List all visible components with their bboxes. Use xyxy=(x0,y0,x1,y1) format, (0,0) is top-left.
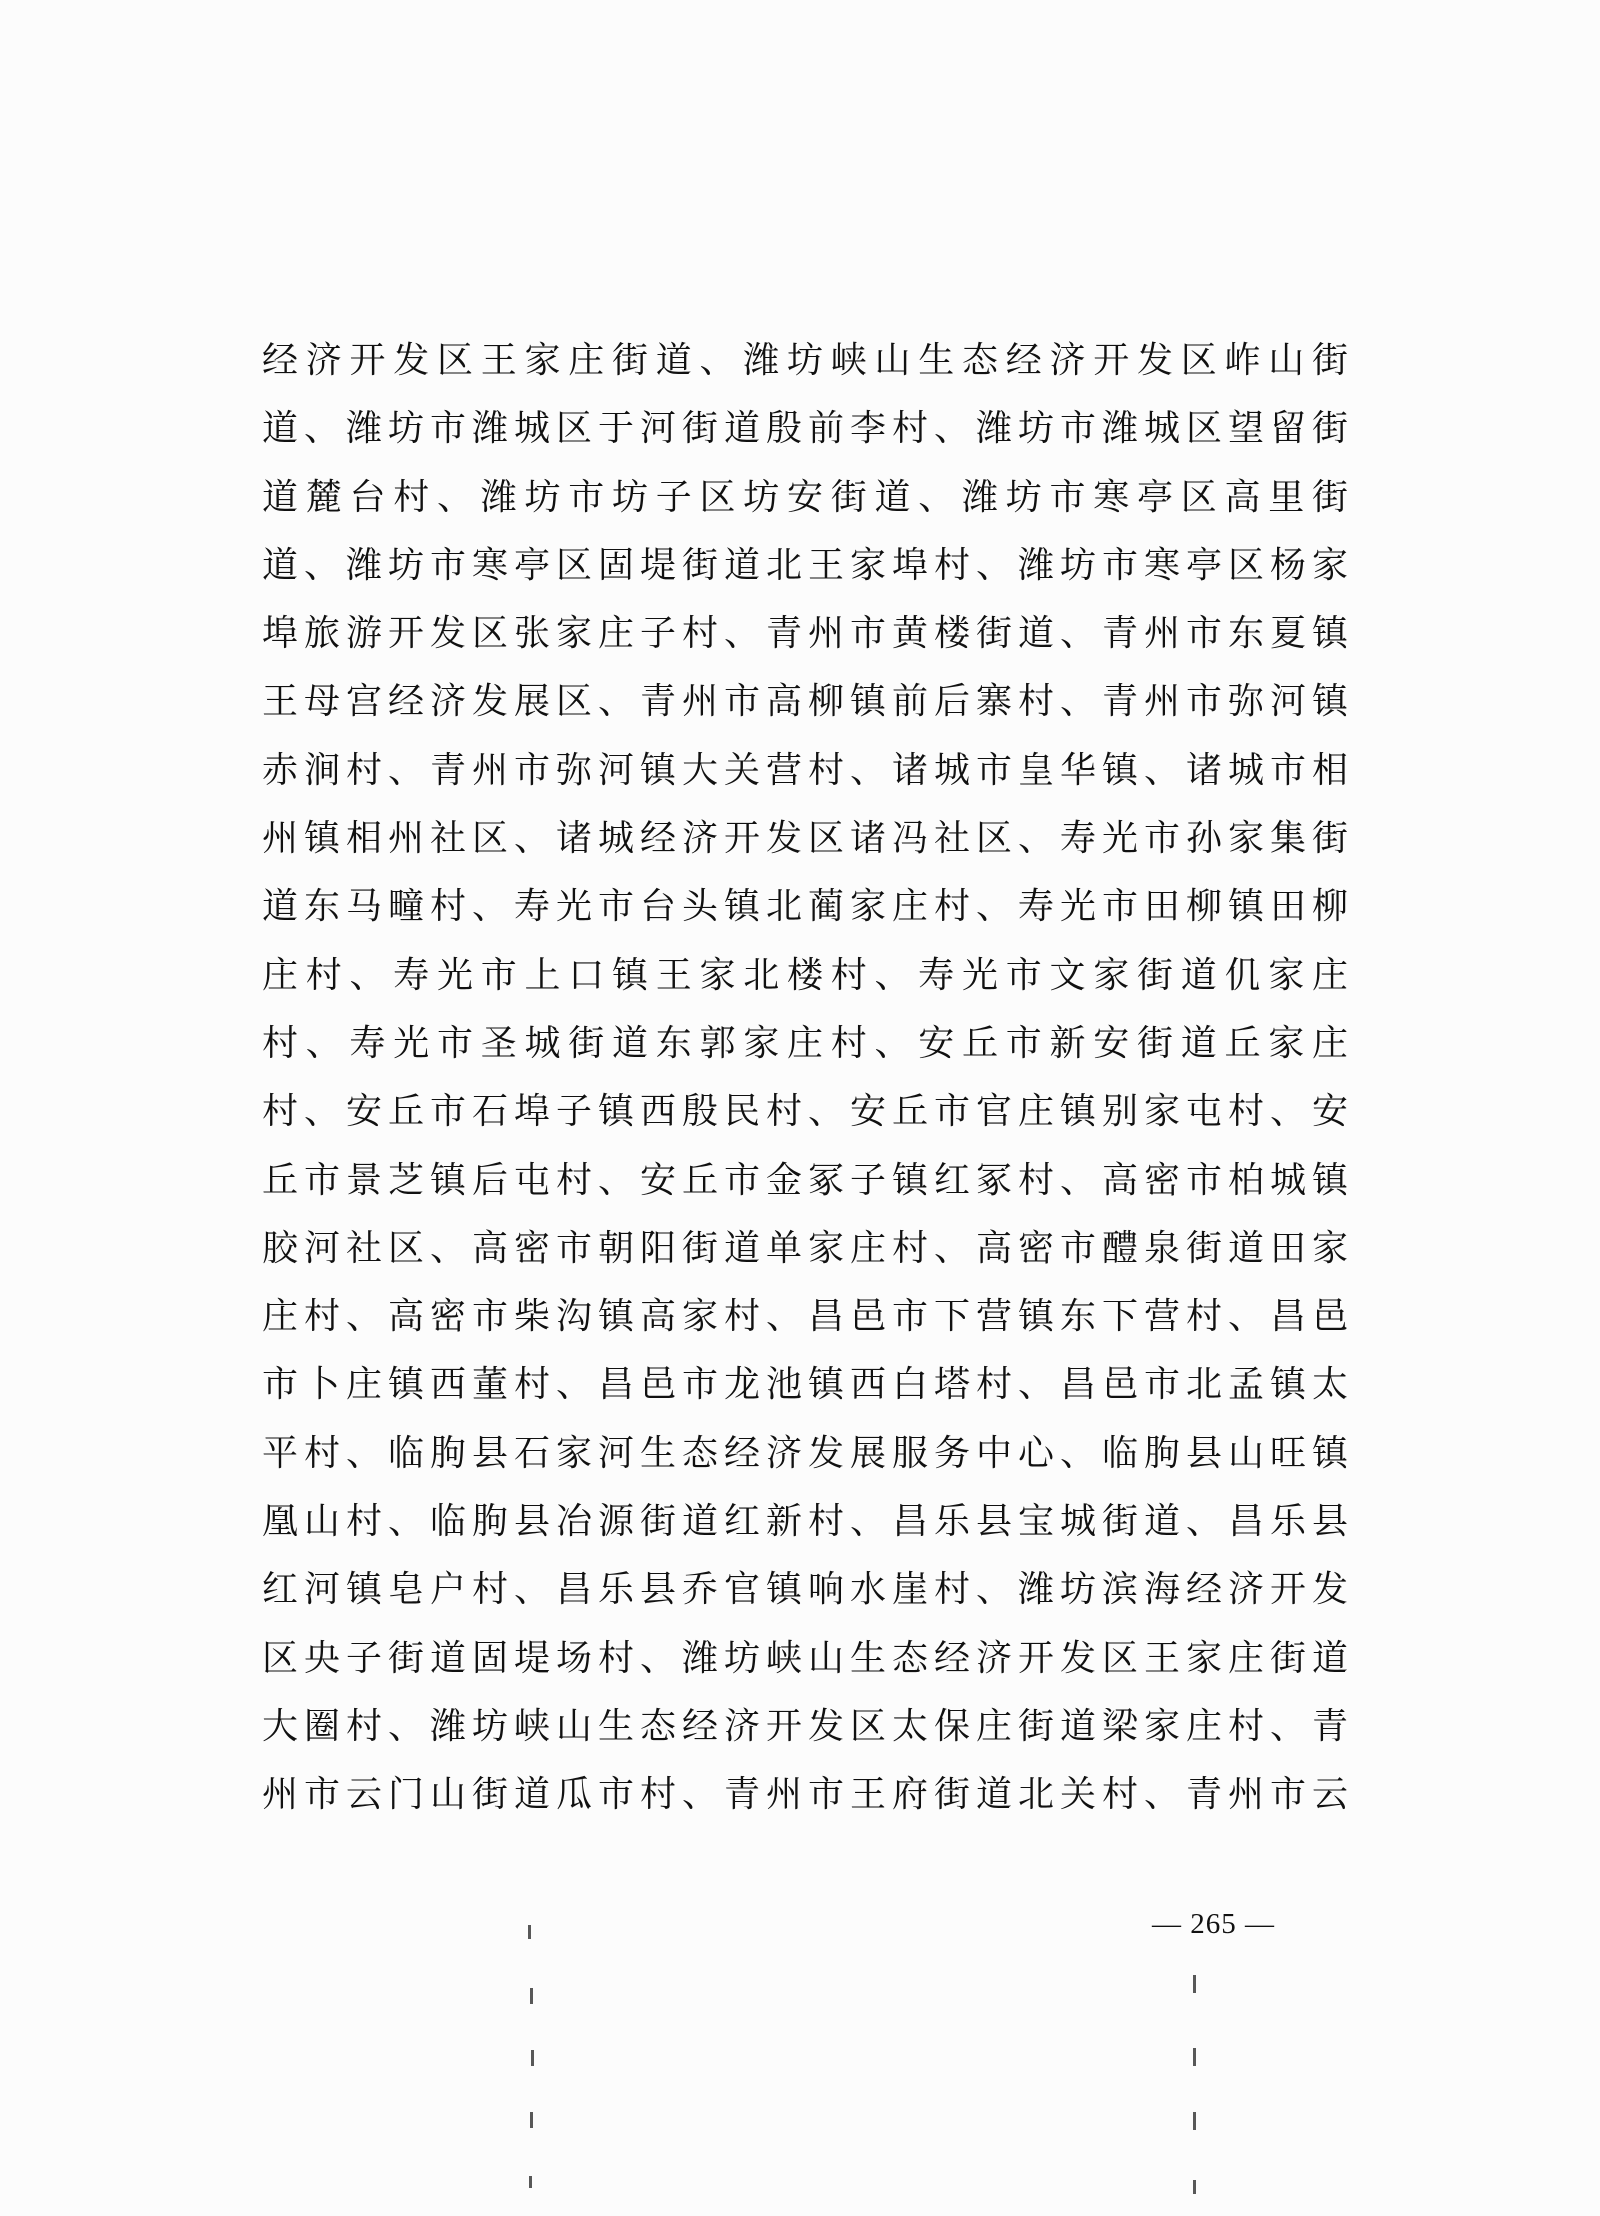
text-line: 赤涧村、青州市弥河镇大关营村、诸城市皇华镇、诸城市相 xyxy=(262,749,1348,791)
text-line: 州镇相州社区、诸城经济开发区诸冯社区、寿光市孙家集街 xyxy=(262,818,1348,860)
scan-mark xyxy=(1193,2112,1196,2130)
text-line: 凰山村、临朐县冶源街道红新村、昌乐县宝城街道、昌乐县 xyxy=(262,1501,1348,1543)
text-line: 村、安丘市石埠子镇西殷民村、安丘市官庄镇别家屯村、安 xyxy=(262,1091,1348,1133)
scan-mark xyxy=(530,2112,533,2128)
text-line: 红河镇皂户村、昌乐县乔官镇响水崖村、潍坊滨海经济开发 xyxy=(262,1569,1348,1611)
text-line: 州市云门山街道瓜市村、青州市王府街道北关村、青州市云 xyxy=(262,1774,1348,1816)
text-line: 庄村、寿光市上口镇王家北楼村、寿光市文家街道仉家庄 xyxy=(262,954,1348,996)
text-line: 道麓台村、潍坊市坊子区坊安街道、潍坊市寒亭区高里街 xyxy=(262,476,1348,518)
scan-mark xyxy=(529,2176,532,2188)
text-line: 庄村、高密市柴沟镇高家村、昌邑市下营镇东下营村、昌邑 xyxy=(262,1296,1348,1338)
text-line: 区央子街道固堤场村、潍坊峡山生态经济开发区王家庄街道 xyxy=(262,1637,1348,1679)
scan-mark xyxy=(528,1925,531,1939)
scan-mark xyxy=(1193,2180,1196,2194)
text-line: 平村、临朐县石家河生态经济发展服务中心、临朐县山旺镇 xyxy=(262,1432,1348,1474)
text-line: 胶河社区、高密市朝阳街道单家庄村、高密市醴泉街道田家 xyxy=(262,1227,1348,1269)
text-line: 村、寿光市圣城街道东郭家庄村、安丘市新安街道丘家庄 xyxy=(262,1022,1348,1064)
text-line: 经济开发区王家庄街道、潍坊峡山生态经济开发区岞山街 xyxy=(262,340,1348,381)
scan-mark xyxy=(1193,2048,1196,2066)
text-line: 道、潍坊市寒亭区固堤街道北王家埠村、潍坊市寒亭区杨家 xyxy=(262,544,1348,586)
page-number: — 265 — xyxy=(1152,1908,1275,1940)
scan-mark xyxy=(530,1988,533,2004)
text-line: 王母宫经济发展区、青州市高柳镇前后寨村、青州市弥河镇 xyxy=(262,681,1348,723)
text-line: 大圈村、潍坊峡山生态经济开发区太保庄街道梁家庄村、青 xyxy=(262,1705,1348,1747)
text-line: 丘市景芝镇后屯村、安丘市金冢子镇红冢村、高密市柏城镇 xyxy=(262,1159,1348,1201)
scan-mark xyxy=(1193,1975,1196,1993)
body-text xyxy=(262,327,1348,1830)
text-line: 市卜庄镇西董村、昌邑市龙池镇西白塔村、昌邑市北孟镇太 xyxy=(262,1364,1348,1406)
text-line: 道、潍坊市潍城区于河街道殷前李村、潍坊市潍城区望留街 xyxy=(262,408,1348,450)
text-line: 道东马疃村、寿光市台头镇北蔺家庄村、寿光市田柳镇田柳 xyxy=(262,886,1348,928)
text-line: 埠旅游开发区张家庄子村、青州市黄楼街道、青州市东夏镇 xyxy=(262,613,1348,655)
scan-mark xyxy=(531,2050,534,2066)
